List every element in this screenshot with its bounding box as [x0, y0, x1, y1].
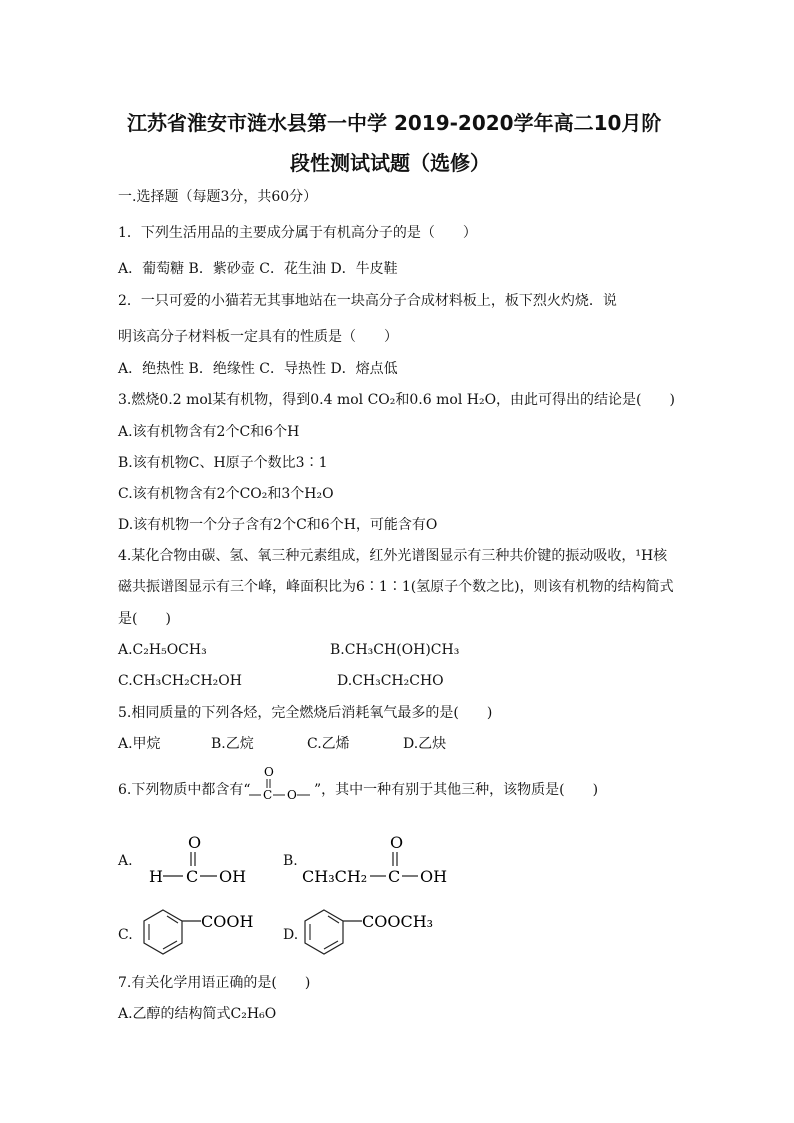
- b-chain: CH₃CH₂: [302, 867, 368, 886]
- q4-option-c: C.CH₃CH₂CH₂OH: [118, 673, 242, 689]
- benzoic-acid-structure: [143, 902, 268, 964]
- b-c: C: [388, 867, 401, 886]
- q1-options: A．葡萄糖 B．紫砂壶 C．花生油 D．牛皮鞋: [118, 261, 398, 277]
- q6-option-b-label: B.: [283, 853, 298, 869]
- q5-option-d: D.乙炔: [403, 736, 447, 752]
- q2-options: A．绝热性 B．绝缘性 C．导热性 D．熔点低: [118, 361, 398, 377]
- q3-option-d: D.该有机物一个分子含有2个C和6个H，可能含有O: [118, 517, 438, 533]
- methyl-benzoate-structure: [304, 902, 454, 964]
- q7-stem: 7.有关化学用语正确的是( ): [118, 975, 311, 991]
- frag-o: O: [287, 788, 297, 802]
- q3-stem: 3.燃烧0.2 mol某有机物，得到0.4 mol CO₂和0.6 mol H₂O，由此可得出的结论是( ): [118, 392, 675, 408]
- q4-stem-line1: 4.某化合物由碳、氢、氧三种元素组成，红外光谱图显示有三种共价键的振动吸收，¹H核: [118, 548, 668, 564]
- ester-fragment-structure: [246, 762, 316, 806]
- formic-acid-structure: [145, 832, 255, 888]
- q6-option-d-label: D.: [283, 927, 299, 943]
- propanoic-acid-structure: [300, 832, 460, 888]
- q6-stem-post: ”，其中一种有别于其他三种，该物质是( ): [314, 782, 599, 798]
- q5-option-c: C.乙烯: [307, 736, 350, 752]
- q5-option-a: A.甲烷: [118, 736, 161, 752]
- page-title-line2: 段性测试试题（选修）: [290, 151, 490, 175]
- a-h: H: [149, 867, 163, 886]
- frag-top-o: O: [264, 765, 274, 779]
- q4-option-d: D.CH₃CH₂CHO: [337, 673, 444, 689]
- q5-option-b: B.乙烷: [211, 736, 254, 752]
- q2-stem-line2: 明该高分子材料板一定具有的性质是（ ）: [118, 329, 398, 345]
- c-group: COOH: [201, 912, 254, 931]
- a-oh: OH: [219, 867, 247, 886]
- section-heading: 一.选择题（每题3分，共60分）: [118, 189, 318, 205]
- q5-stem: 5.相同质量的下列各烃，完全燃烧后消耗氧气最多的是( ): [118, 705, 493, 721]
- q4-option-b: B.CH₃CH(OH)CH₃: [330, 642, 460, 658]
- q3-option-c: C.该有机物含有2个CO₂和3个H₂O: [118, 486, 334, 502]
- a-o: O: [188, 833, 202, 852]
- q6-option-c-label: C.: [118, 927, 133, 943]
- q3-option-a: A.该有机物含有2个C和6个H: [118, 424, 300, 440]
- q4-option-a: A.C₂H₅OCH₃: [118, 642, 207, 658]
- q6-stem-pre: 6.下列物质中都含有“: [118, 782, 251, 798]
- page-title-line1: 江苏省淮安市涟水县第一中学 2019-2020学年高二10月阶: [127, 111, 662, 135]
- q7-option-a: A.乙醇的结构简式C₂H₆O: [118, 1006, 277, 1022]
- b-oh: OH: [420, 867, 448, 886]
- q2-stem-line1: 2．一只可爱的小猫若无其事地站在一块高分子合成材料板上，板下烈火灼烧．说: [118, 293, 617, 309]
- q4-stem-line3: 是( ): [118, 611, 171, 627]
- frag-c: C: [263, 788, 273, 802]
- q6-option-a-label: A.: [118, 853, 133, 869]
- a-c: C: [186, 867, 199, 886]
- b-o: O: [390, 833, 404, 852]
- q4-stem-line2: 磁共振谱图显示有三个峰，峰面积比为6∶1∶1(氢原子个数之比)，则该有机物的结构简式: [118, 579, 674, 595]
- q3-option-b: B.该有机物C、H原子个数比3∶1: [118, 455, 328, 471]
- q1-stem: 1．下列生活用品的主要成分属于有机高分子的是（ ）: [118, 225, 477, 241]
- d-group: COOCH₃: [362, 912, 434, 931]
